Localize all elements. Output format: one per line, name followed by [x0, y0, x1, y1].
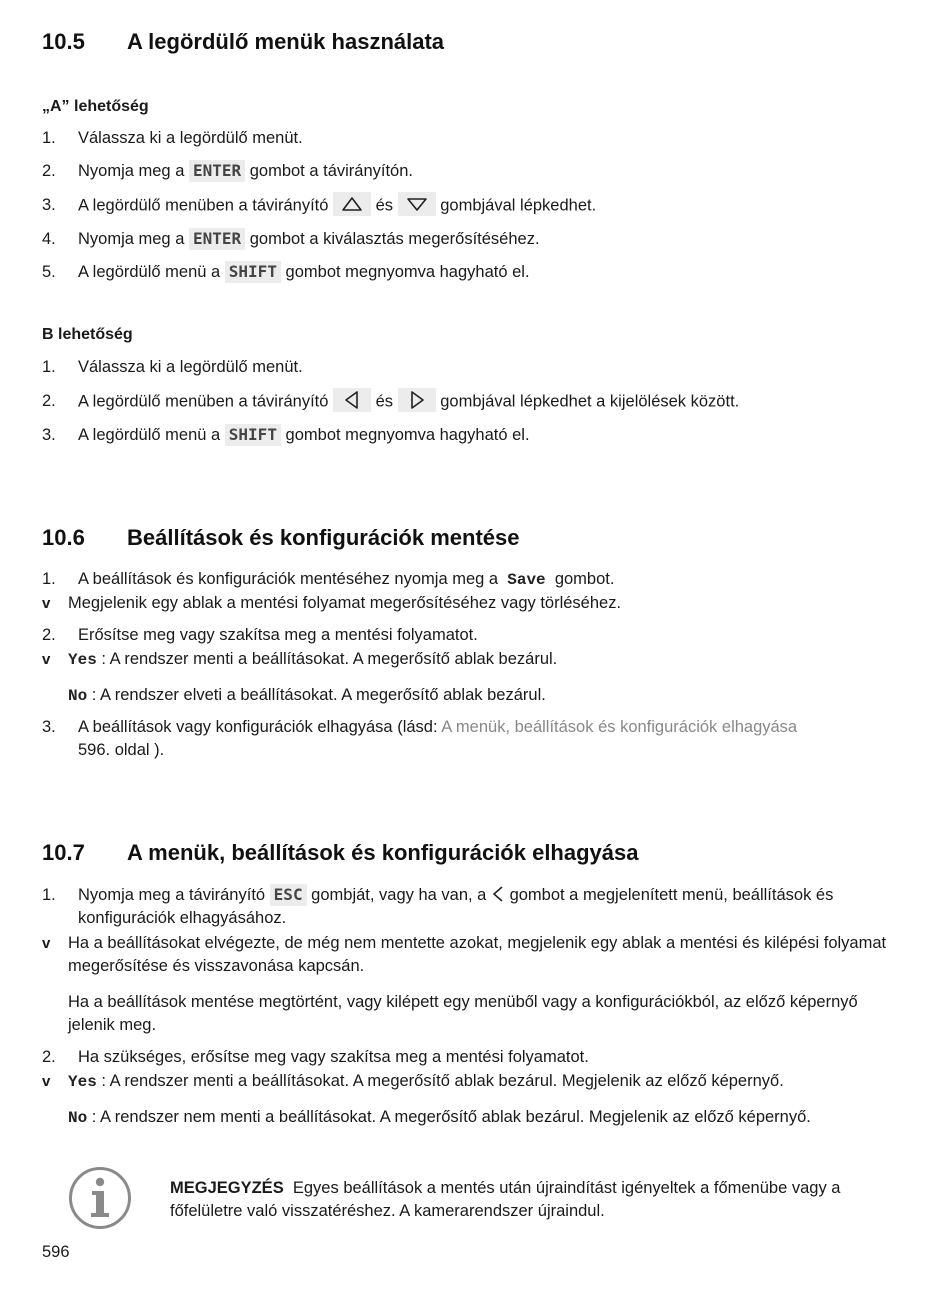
yes-option: Yes — [68, 651, 97, 669]
section-title: Beállítások és konfigurációk mentése — [127, 525, 520, 550]
cross-reference-link[interactable]: A menük, beállítások és konfigurációk elhagyása — [441, 718, 798, 736]
section-title: A legördülő menük használata — [127, 29, 445, 54]
page-number: 596 — [42, 1243, 70, 1261]
note-label: MEGJEGYZÉS — [170, 1179, 284, 1197]
shift-key: SHIFT — [225, 261, 281, 283]
section-heading-10-7 — [42, 839, 922, 867]
up-arrow-icon — [333, 192, 371, 216]
result-check-icon: v — [42, 935, 51, 952]
no-option: No — [68, 1109, 88, 1127]
section-heading-10-5 — [42, 28, 922, 56]
enter-key: ENTER — [189, 228, 245, 250]
no-option: No — [68, 687, 88, 705]
save-key: Save — [507, 571, 546, 589]
result-check-icon: v — [42, 1073, 51, 1090]
option-a-heading: „A” lehetőség — [42, 98, 149, 115]
left-arrow-icon — [333, 388, 371, 412]
info-icon — [68, 1166, 132, 1230]
esc-key: ESC — [270, 884, 307, 906]
section-number: 10.6 — [42, 525, 85, 550]
option-b-heading: B lehetőség — [42, 326, 133, 343]
enter-key: ENTER — [189, 160, 245, 182]
section-heading-10-6 — [42, 524, 922, 552]
yes-option: Yes — [68, 1073, 97, 1091]
section-number: 10.7 — [42, 840, 85, 865]
right-arrow-icon — [398, 388, 436, 412]
result-check-icon: v — [42, 651, 51, 668]
section-title: A menük, beállítások és konfigurációk elhagyása — [127, 840, 639, 865]
down-arrow-icon — [398, 192, 436, 216]
section-number: 10.5 — [42, 29, 85, 54]
note-text: MEGJEGYZÉS Egyes beállítások a mentés után újraindítást igényeltek a főmenübe vagy a főfelületre való visszatéréshez. A kamerarendszer újraindul. — [170, 1179, 841, 1220]
shift-key: SHIFT — [225, 424, 281, 446]
back-chevron-icon — [491, 885, 505, 903]
result-check-icon: v — [42, 595, 51, 612]
